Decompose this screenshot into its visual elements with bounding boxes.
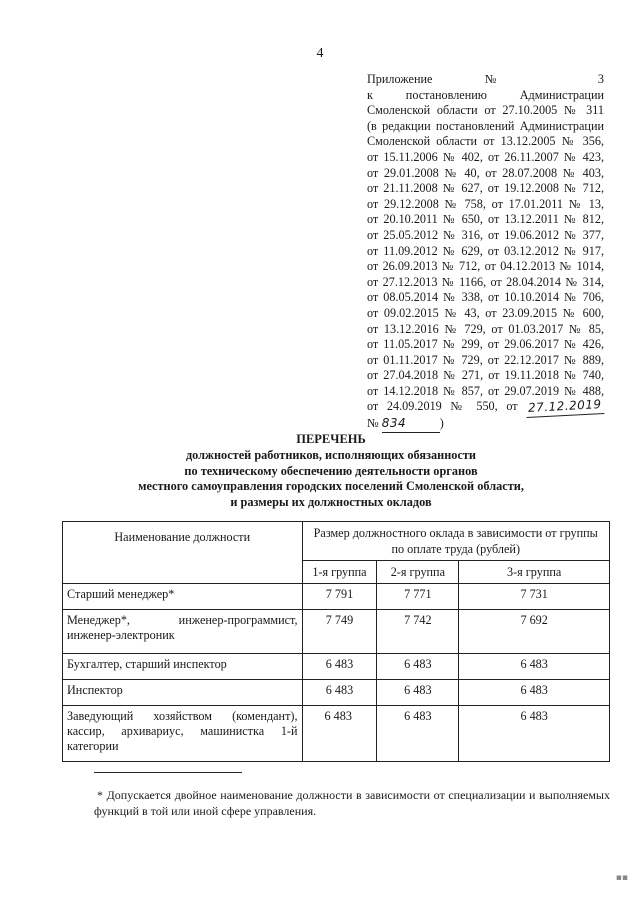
appendix-line: от 29.01.2008 № 40, от 28.07.2008 № 403, (367, 165, 604, 180)
salary-value: 6 483 (377, 654, 459, 680)
salary-value: 6 483 (459, 654, 610, 680)
table-row (63, 654, 610, 680)
appendix-line: от 29.12.2008 № 758, от 17.01.2011 № 13, (367, 196, 604, 211)
appendix-line: от 27.04.2018 № 271, от 19.11.2018 № 740, (367, 368, 604, 383)
appendix-line: к постановлению Администрации (367, 87, 604, 102)
salary-value: 7 749 (302, 610, 377, 654)
header-group-1: 1-я группа (302, 561, 377, 584)
title-main: ПЕРЕЧЕНЬ (296, 432, 366, 446)
salary-value: 7 692 (459, 610, 610, 654)
appendix-line: от 14.12.2018 № 857, от 29.07.2019 № 488, (367, 383, 604, 398)
title-line: по техническому обеспечению деятельности органов (184, 463, 478, 478)
appendix-date-line (367, 399, 604, 416)
salary-value: 6 483 (459, 680, 610, 706)
appendix-line: от 25.05.2012 № 316, от 19.06.2012 № 377, (367, 227, 604, 242)
title-line: должностей работников, исполняющих обязанности (185, 448, 477, 463)
appendix-line: Приложение № 3 (367, 72, 604, 86)
position-name: Менеджер*, инженер-программист, инженер-электроник (63, 610, 303, 654)
corner-mark: ▪▪ (615, 873, 628, 883)
header-group-3: 3-я группа (459, 561, 610, 584)
document-title (96, 432, 566, 510)
salary-value: 6 483 (377, 680, 459, 706)
salary-table (62, 521, 610, 762)
appendix-line: от 27.12.2013 № 1166, от 28.04.2014 № 314, (367, 274, 604, 289)
closing-paren: ) (439, 416, 444, 431)
handwritten-date: 27.12.2019 (526, 397, 604, 418)
salary-value: 6 483 (302, 680, 377, 706)
appendix-line: от 21.11.2008 № 627, от 19.12.2008 № 712, (367, 181, 604, 196)
appendix-line: от 15.11.2006 № 402, от 26.11.2007 № 423, (367, 149, 604, 164)
appendix-line: Смоленской области от 27.10.2005 № 311 (367, 103, 604, 118)
salary-value: 7 771 (377, 584, 459, 610)
appendix-line: от 26.09.2013 № 712, от 04.12.2013 № 1014, (367, 259, 604, 274)
position-name: Инспектор (63, 680, 303, 706)
table-row (63, 706, 610, 762)
title-line: и размеры их должностных окладов (230, 494, 432, 509)
appendix-number-line (367, 416, 604, 433)
appendix-line: от 09.02.2015 № 43, от 23.09.2015 № 600, (367, 305, 604, 320)
salary-value: 6 483 (459, 706, 610, 762)
footnote: * Допускается двойное наименование должности в зависимости от специализации и выполняемых функций в той или иной сфере управления. (94, 788, 610, 818)
table-row (63, 610, 610, 654)
salary-value: 6 483 (377, 706, 459, 762)
header-salary: Размер должностного оклада в зависимости от группы по оплате труда (рублей) (302, 522, 609, 561)
appendix-line: от 01.11.2017 № 729, от 22.12.2017 № 889, (367, 352, 604, 367)
appendix-line: от 08.05.2014 № 338, от 10.10.2014 № 706, (367, 290, 604, 305)
footnote-divider (94, 772, 242, 773)
appendix-date-prefix: от 24.09.2019 № 550, от (367, 399, 518, 414)
handwritten-number: 834 (382, 416, 440, 433)
position-name: Старший менеджер* (63, 584, 303, 610)
header-position-name: Наименование должности (63, 522, 303, 584)
salary-value: 6 483 (302, 706, 377, 762)
appendix-line: от 13.12.2016 № 729, от 01.03.2017 № 85, (367, 321, 604, 336)
page-number: 4 (316, 46, 324, 61)
appendix-line: от 11.05.2017 № 299, от 29.06.2017 № 426, (367, 337, 604, 352)
position-name: Бухгалтер, старший инспектор (63, 654, 303, 680)
appendix-line: Смоленской области от 13.12.2005 № 356, (367, 134, 604, 149)
position-name: Заведующий хозяйством (комендант), кассир, архивариус, машинистка 1-й категории (63, 706, 303, 762)
appendix-line: от 11.09.2012 № 629, от 03.12.2012 № 917, (367, 243, 604, 258)
title-line: местного самоуправления городских поселений Смоленской области, (138, 479, 524, 494)
salary-value: 7 731 (459, 584, 610, 610)
salary-value: 7 742 (377, 610, 459, 654)
salary-value: 7 791 (302, 584, 377, 610)
table-header-row (63, 522, 610, 561)
appendix-number-prefix: № (367, 416, 379, 431)
salary-value: 6 483 (302, 654, 377, 680)
table-row (63, 584, 610, 610)
header-group-2: 2-я группа (377, 561, 459, 584)
appendix-header (367, 72, 604, 433)
appendix-line: (в редакции постановлений Администрации (367, 118, 604, 133)
table-row (63, 680, 610, 706)
appendix-line: от 20.10.2011 № 650, от 13.12.2011 № 812, (367, 212, 604, 227)
